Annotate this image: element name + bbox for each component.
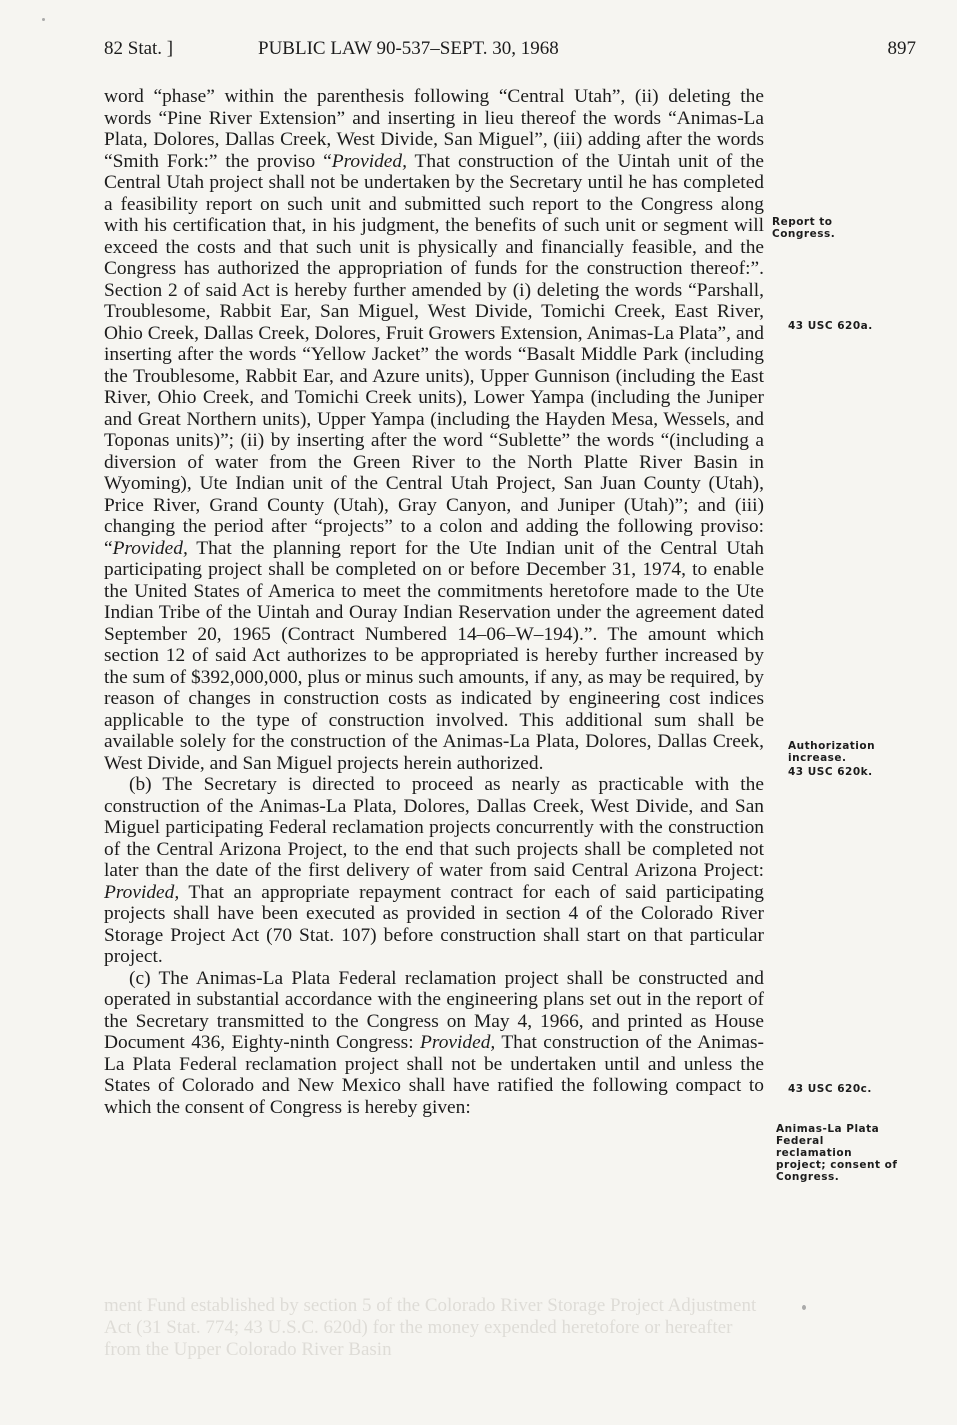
margin-note-usc-620c: 43 USC 620c. (788, 1083, 872, 1095)
paragraph-continuation: word “phase” within the parenthesis following “Central Utah”, (ii) deleting the words “Pine River Extension” and inserting in lieu thereof the words “Animas-La Plata, Dolores, Dallas Creek, West Divide, San Miguel”, (iii) adding after the words “Smith Fork:” the proviso “Provided, That construction of the Uintah unit of the Central Utah project shall not be undertaken by the Secretary until he has completed a feasibility report on such unit and submitted such report to the Congress along with his certification that, in his judgment, the benefits of such unit or segment will exceed the costs and that such unit is physically and financially feasible, and the Congress has authorized the appropriation of funds for the construction thereof:”. Section 2 of said Act is hereby further amended by (i) deleting the words “Parshall, Troublesome, Rabbit Ear, San Miguel, West Divide, Tomichi Creek, East River, Ohio Creek, Dallas Creek, Dolores, Fruit Growers Extension, Animas-La Plata”, and inserting after the words “Yellow Jacket” the words “Basalt Middle Park (including the Troublesome, Rabbit Ear, and Azure units), Upper Gunnison (including the East River, Ohio Creek, and Tomichi Creek units), Lower Yampa (including the Juniper and Great Northern units), Upper Yampa (including the Hayden Mesa, Wessels, and Toponas units)”; (ii) by inserting after the word “Sublette” the words “(including a diversion of water from the Green River to the North Platte River Basin in Wyoming), Ute Indian unit of the Central Utah Project, San Juan County (Utah), Price River, Grand County (Utah), Gray Canyon, and Juniper (Utah)”; and (iii) changing the period after “projects” to a colon and adding the following proviso: “Provided, That the planning report for the Ute Indian unit of the Central Utah participating project shall be completed on or before December 31, 1974, to enable the United States of America to meet the commitments heretofore made to the Ute Indian Tribe of the Uintah and Ouray Indian Reservation under the agreement dated September 20, 1965 (Contract Numbered 14–06–W–194).”. The amount which section 12 of said Act authorizes to be appropriated is hereby further increased by the sum of $392,000,000, plus or minus such amounts, if any, as may be required, by reason of changes in construction costs as indicated by engineering cost indices applicable to the type of construction involved. This additional sum shall be available solely for the construction of the Animas-La Plata, Dolores, Dallas Creek, West Divide, and San Miguel projects herein authorized. (104, 86, 764, 774)
body-text (104, 86, 764, 1118)
specks-mark (42, 18, 45, 21)
specks-mark (802, 1305, 806, 1310)
margin-note-authorization: Authorization increase. (788, 740, 876, 764)
margin-note-consent: Animas-La Plata Federal reclamation project; consent of Congress. (776, 1123, 898, 1183)
page-header (104, 38, 916, 68)
bleed-through-text: ment Fund established by section 5 of the Colorado River Storage Project Adjustment Act (31 Stat. 774; 43 U.S.C. 620d) for the money expended heretofore or hereafter from the Upper Colorado River Basin (104, 1295, 757, 1360)
paragraph-b: (b) The Secretary is directed to proceed as nearly as practicable with the construction of the Animas-La Plata, Dolores, Dallas Creek, West Divide, and San Miguel participating Federal reclamation projects concurrently with the construction of the Central Arizona Project, to the end that such projects shall be completed not later than the date of the first delivery of water from said Central Arizona Project: Provided, That an appropriate repayment contract for each of said participating projects shall have been executed as provided in section 4 of the Colorado River Storage Project Act (70 Stat. 107) before construction shall start on that particular project. (104, 774, 764, 967)
paragraph-c: (c) The Animas-La Plata Federal reclamation project shall be constructed and operated in substantial accordance with the engineering plans set out in the report of the Secretary transmitted to the Congress on May 4, 1966, and printed as House Document 436, Eighty-ninth Congress: Provided, That construction of the Animas-La Plata Federal reclamation project shall not be undertaken until and unless the States of Colorado and New Mexico shall have ratified the following compact to which the consent of Congress is hereby given: (104, 967, 765, 1118)
page-number: 897 (887, 38, 916, 59)
margin-note-report: Report to Congress. (772, 216, 836, 240)
statute-volume: 82 Stat. ] (104, 38, 174, 59)
margin-note-usc-620a: 43 USC 620a. (788, 320, 873, 332)
margin-note-usc-620k: 43 USC 620k. (788, 766, 873, 778)
running-title: PUBLIC LAW 90-537–SEPT. 30, 1968 (258, 38, 559, 59)
